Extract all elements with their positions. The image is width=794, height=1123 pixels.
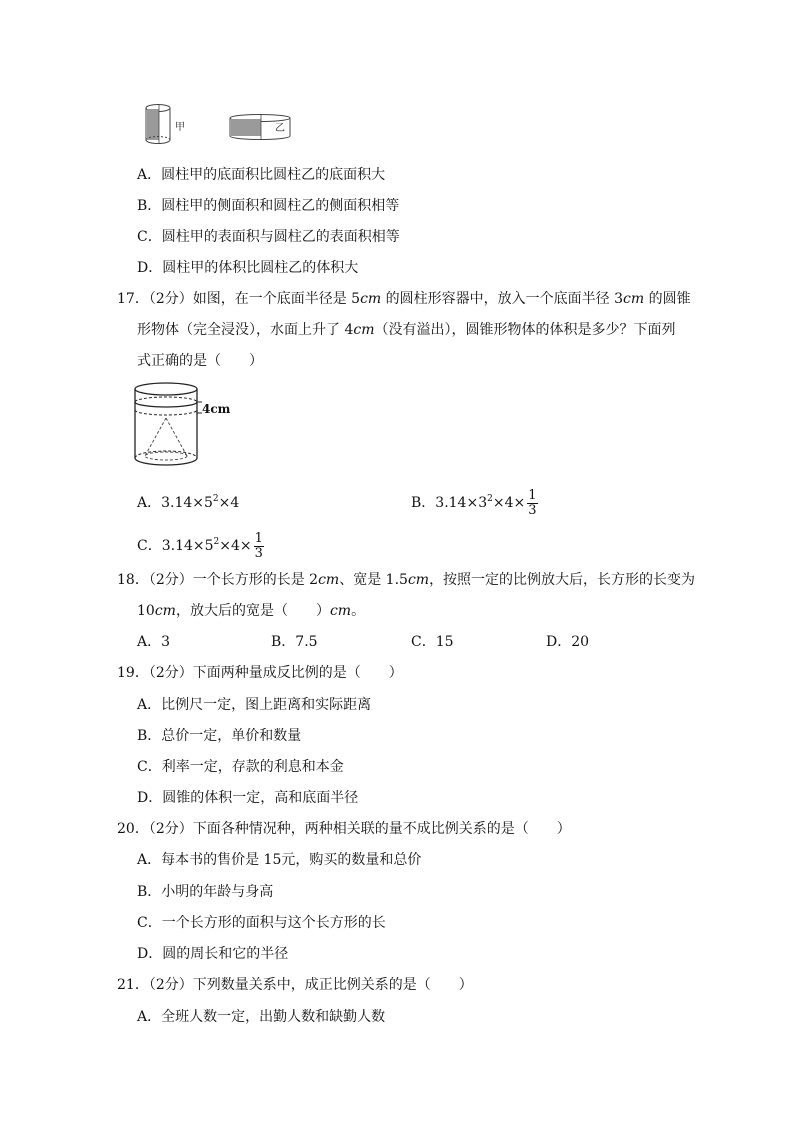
q20-option-b: B．小明的年龄与身高 xyxy=(137,884,274,900)
q16-option-c: C．圆柱甲的表面积与圆柱乙的表面积相等 xyxy=(137,229,400,245)
q17-option-c: C．$3.14\times 5^2\times 4\times$ $\frac{1}{3}$ xyxy=(137,530,263,561)
cylinder-jia-section xyxy=(147,109,159,140)
cylinder-yi-section xyxy=(231,119,261,136)
q18-option-b: B．7.5 xyxy=(271,634,318,650)
q16-option-a: A．圆柱甲的底面积比圆柱乙的底面积大 xyxy=(137,167,386,183)
q20-option-d: D．圆的周长和它的半径 xyxy=(137,946,289,962)
q16-option-d: D．圆柱甲的体积比圆柱乙的体积大 xyxy=(137,260,359,276)
cylinder-cone-figure xyxy=(133,380,243,475)
q21-option-a: A．全班人数一定，出勤人数和缺勤人数 xyxy=(137,1009,386,1025)
fraction-one-third: $\frac{1}{3}$ xyxy=(254,530,263,561)
q19-stem: 19．（2分）下面两种量成反比例的是（ ） xyxy=(117,665,403,681)
cone-left xyxy=(145,418,166,456)
q19-option-b: B．总价一定，单价和数量 xyxy=(137,728,302,744)
q17-stem-line1: 17．（2分）如图，在一个底面半径是 5cm 的圆柱形容器中，放入一个底面半径 3cm 的圆锥 xyxy=(117,291,691,307)
water-level-old xyxy=(135,410,197,415)
cylinders-figure xyxy=(140,100,310,150)
q17-option-b: B．$3.14\times 3^2\times 4\times$ $\frac{1}{3}$ xyxy=(411,487,537,518)
q20-option-a: A．每本书的售价是 15元，购买的数量和总价 xyxy=(137,852,422,868)
water-level-new xyxy=(135,402,197,407)
cone-base xyxy=(145,452,187,460)
q18-stem-line1: 18．（2分）一个长方形的长是 2cm、宽是 1.5cm，按照一定的比例放大后，长方形的长变为 xyxy=(117,572,696,588)
container-top xyxy=(135,383,197,395)
fraction-one-third: $\frac{1}{3}$ xyxy=(528,487,537,518)
cylinder-jia-label: 甲 xyxy=(175,122,185,133)
q18-stem-line2: 10cm，放大后的宽是（ ）cm。 xyxy=(137,603,366,619)
q20-option-c: C．一个长方形的面积与这个长方形的长 xyxy=(137,915,386,931)
q18-option-c: C．15 xyxy=(411,634,454,650)
q19-option-d: D．圆锥的体积一定，高和底面半径 xyxy=(137,790,359,806)
q17-stem-line3: 式正确的是（ ） xyxy=(137,353,263,369)
q20-stem: 20．（2分）下面各种情况种，两种相关联的量不成比例关系的是（ ） xyxy=(117,821,571,837)
cylinder-yi-label: 乙 xyxy=(275,123,285,134)
q17-stem-line2: 形物体（完全浸没），水面上升了 4cm（没有溢出），圆锥形物体的体积是多少？下面列 xyxy=(137,322,676,338)
q17-option-a: A．$3.14\times 5^2\times 4$ xyxy=(137,494,240,511)
q18-option-a: A．3 xyxy=(137,634,171,650)
height-label: 4cm xyxy=(202,402,231,416)
q18-option-d: D．20 xyxy=(546,634,590,650)
q19-option-c: C．利率一定，存款的利息和本金 xyxy=(137,759,344,775)
cone-right xyxy=(166,418,187,456)
q21-stem: 21．（2分）下列数量关系中，成正比例关系的是（ ） xyxy=(117,977,473,993)
q19-option-a: A．比例尺一定，图上距离和实际距离 xyxy=(137,697,372,713)
q16-option-b: B．圆柱甲的侧面积和圆柱乙的侧面积相等 xyxy=(137,198,400,214)
